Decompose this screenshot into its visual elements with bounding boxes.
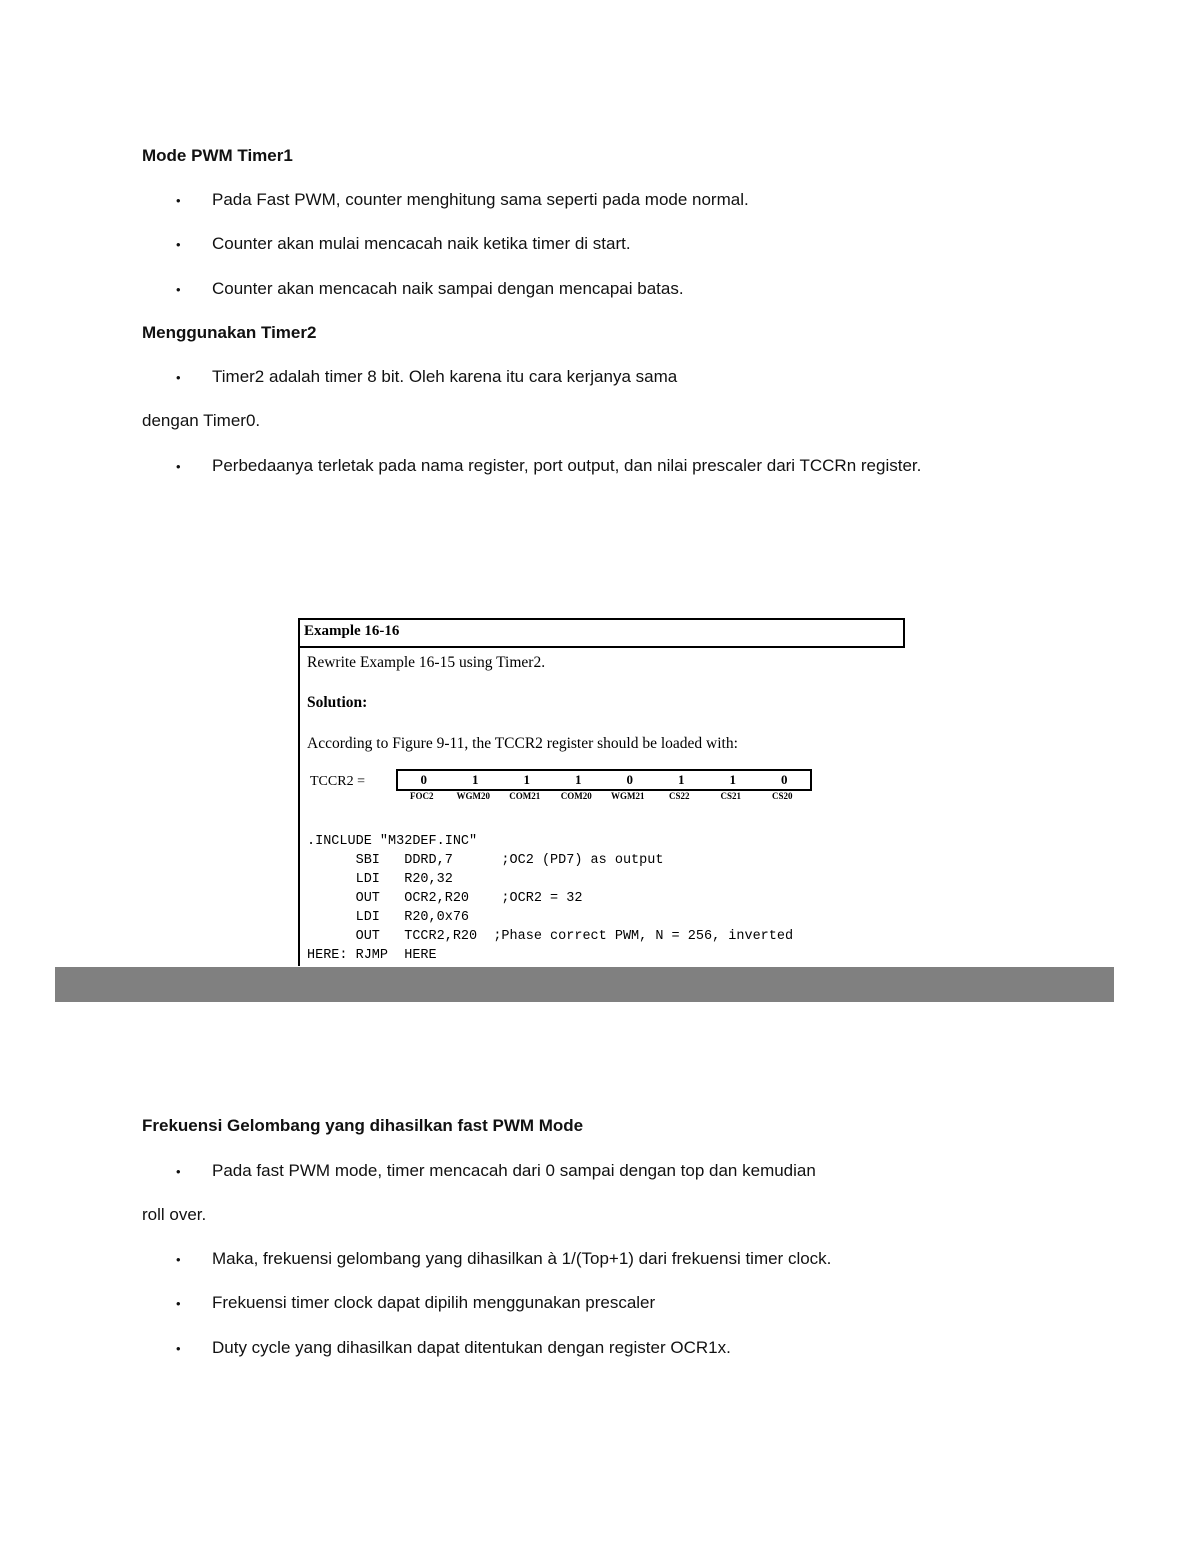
register-bit: 1	[575, 772, 582, 787]
list-item	[176, 279, 684, 299]
list-item-text: Counter akan mulai mencacah naik ketika timer di start.	[212, 234, 631, 253]
register-bit-name: WGM20	[456, 791, 490, 801]
register-bit-name: FOC2	[410, 791, 434, 801]
code-line: OUT TCCR2,R20 ;Phase correct PWM, N = 256, inverted	[307, 929, 794, 944]
list-item	[176, 367, 677, 387]
register-bit-name: CS21	[720, 791, 741, 801]
code-line: LDI R20,0x76	[307, 910, 470, 925]
list-item-text: Perbedaanya terletak pada nama register, port output, dan nilai prescaler dari TCCRn register.	[212, 456, 922, 475]
register-bit: 0	[781, 772, 788, 787]
bullet-icon: •	[176, 370, 181, 385]
list-item-text: Pada fast PWM mode, timer mencacah dari 0 sampai dengan top dan kemudian	[212, 1161, 816, 1180]
list-item	[176, 1249, 831, 1269]
list-item-text: Duty cycle yang dihasilkan dapat ditentukan dengan register OCR1x.	[212, 1338, 731, 1357]
list-item-continuation: roll over.	[142, 1205, 207, 1224]
bullet-icon: •	[176, 282, 181, 297]
list-item-text: Pada Fast PWM, counter menghitung sama seperti pada mode normal.	[212, 190, 749, 209]
example-task: Rewrite Example 16-15 using Timer2.	[307, 654, 546, 671]
example-title: Example 16-16	[304, 623, 400, 639]
register-bit-name: CS20	[771, 791, 793, 801]
solution-label: Solution:	[307, 694, 368, 711]
list-item-text: Maka, frekuensi gelombang yang dihasilkan à 1/(Top+1) dari frekuensi timer clock.	[212, 1249, 832, 1268]
register-bit-name: CS22	[668, 791, 690, 801]
register-bit-names	[396, 791, 808, 801]
code-line: .INCLUDE "M32DEF.INC"	[307, 834, 478, 849]
register-bit: 1	[678, 772, 685, 787]
list-item	[176, 1161, 816, 1181]
register-bit-name: COM20	[560, 791, 592, 801]
figure-border	[298, 618, 905, 620]
example-intro: According to Figure 9-11, the TCCR2 register should be loaded with:	[307, 735, 738, 752]
figure-divider	[298, 646, 905, 648]
register-bit: 0	[626, 772, 633, 787]
list-item	[176, 190, 749, 210]
gray-divider-bar	[55, 967, 1114, 1002]
list-item-text: Counter akan mencacah naik sampai dengan mencapai batas.	[212, 279, 684, 298]
bullet-icon: •	[176, 237, 181, 252]
section-heading-frekuensi: Frekuensi Gelombang yang dihasilkan fast PWM Mode	[142, 1116, 584, 1135]
list-item	[176, 1338, 731, 1358]
list-item-text: Frekuensi timer clock dapat dipilih menggunakan prescaler	[212, 1293, 656, 1312]
register-bits	[396, 769, 812, 791]
register-bit: 1	[523, 772, 530, 787]
code-line: LDI R20,32	[307, 872, 453, 887]
register-bit-name: WGM21	[611, 791, 645, 801]
bullet-icon: •	[176, 459, 181, 474]
list-item	[176, 234, 631, 254]
bullet-icon: •	[176, 1252, 181, 1267]
list-item	[176, 456, 921, 476]
list-item-text: Timer2 adalah timer 8 bit. Oleh karena itu cara kerjanya sama	[212, 367, 678, 386]
code-line: HERE: RJMP HERE	[307, 948, 437, 963]
list-item	[176, 1293, 655, 1313]
register-bit: 1	[729, 772, 736, 787]
bullet-icon: •	[176, 1296, 181, 1311]
list-item-continuation: dengan Timer0.	[142, 411, 261, 430]
example-figure	[298, 618, 905, 966]
code-line: SBI DDRD,7 ;OC2 (PD7) as output	[307, 853, 664, 868]
bullet-icon: •	[176, 193, 181, 208]
figure-border	[298, 618, 300, 966]
figure-border	[903, 618, 905, 648]
section-heading-mode-pwm: Mode PWM Timer1	[142, 146, 293, 165]
register-bit: 0	[420, 772, 427, 787]
section-heading-timer2: Menggunakan Timer2	[142, 323, 317, 342]
code-line: OUT OCR2,R20 ;OCR2 = 32	[307, 891, 583, 906]
register-bit-name: COM21	[509, 791, 541, 801]
bullet-icon: •	[176, 1341, 181, 1356]
bullet-icon: •	[176, 1164, 181, 1179]
register-bit: 1	[472, 772, 479, 787]
register-label: TCCR2 =	[310, 774, 365, 789]
